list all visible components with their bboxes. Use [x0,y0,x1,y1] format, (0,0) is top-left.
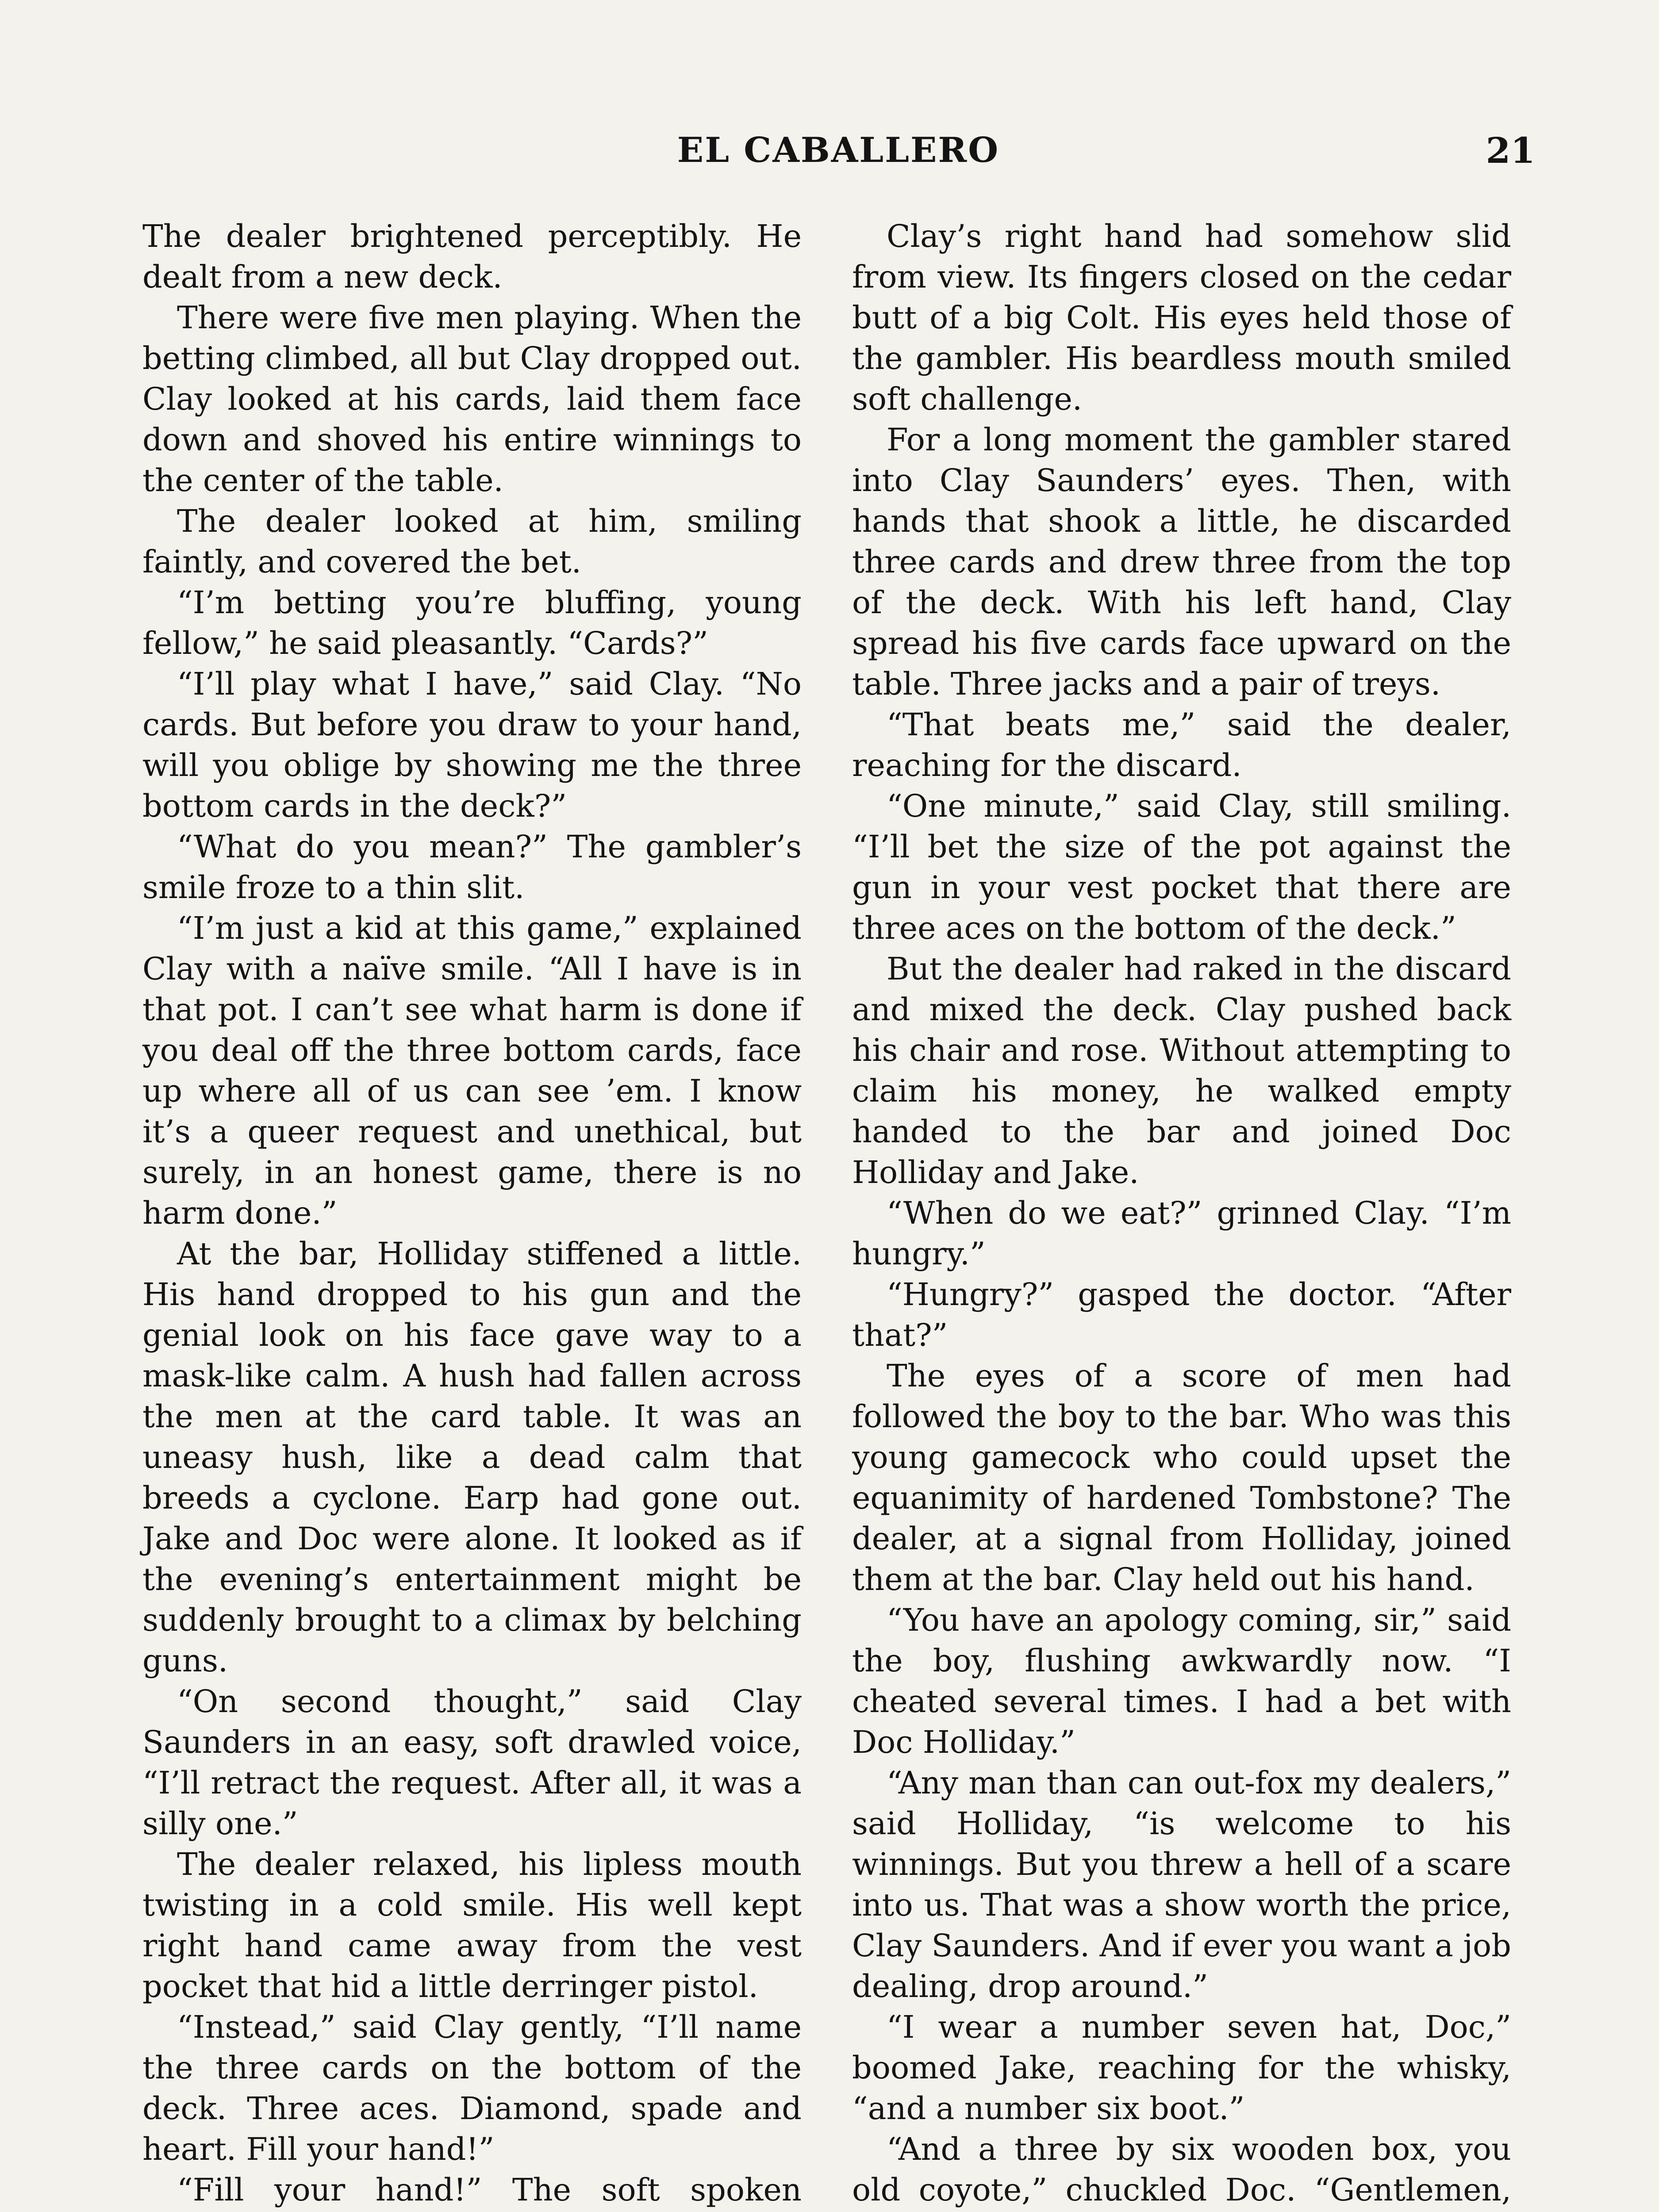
running-title: EL CABALLERO [677,130,1000,170]
paragraph: Clay’s right hand had somehow slid from view. Its fingers closed on the cedar butt of a big Colt. His eyes held those of the gambler. His beardless mouth smiled soft challenge. [852,218,1511,417]
paragraph: The dealer brightened perceptibly. He dealt from a new deck. [142,218,802,295]
paragraph: “Fill your hand!” The soft spoken [177,2172,802,2208]
text-column-left [142,216,802,2212]
running-head [142,126,1535,175]
text-column-right [852,216,1511,2212]
paragraph: “On second thought,” said Clay Saunders in an easy, soft drawled voice, “I’ll retract the request. After all, it was a silly one.” [142,1683,802,1842]
paragraph: “That beats me,” said the dealer, reaching for the discard. [852,707,1511,783]
paragraph: But the dealer had raked in the discard and mixed the deck. Clay pushed back his chair and rose. Without attempting to claim his money, he walked empty handed to the bar and joined Doc Holliday and Jake. [852,951,1511,1190]
paragraph: At the bar, Holliday stiffened a little. His hand dropped to his gun and the genial look on his face gave way to a mask-like calm. A hush had fallen across the men at the card table. It was an uneasy hush, like a dead calm that breeds a cyclone. Earp had gone out. Jake and Doc were alone. It looked as if the evening’s entertainment might be suddenly brought to a climax by belching guns. [142,1236,802,1679]
paragraph: “I’m just a kid at this game,” explained Clay with a naïve smile. “All I have is in that pot. I can’t see what harm is done if you deal off the three bottom cards, face up where all of us can see ’em. I know it’s a queer request and unethical, but surely, in an honest game, there is no harm done.” [142,910,802,1231]
paragraph: “I wear a number seven hat, Doc,” boomed Jake, reaching for the whisky, “and a number six boot.” [852,2009,1511,2127]
paragraph: “I’ll play what I have,” said Clay. “No cards. But before you draw to your hand, will you oblige by showing me the three bottom cards in the deck?” [142,666,802,824]
paragraph: “Hungry?” gasped the doctor. “After that?” [852,1276,1511,1353]
paragraph: The eyes of a score of men had followed the boy to the bar. Who was this young gamecock who could upset the equanimity of hardened Tombstone? The dealer, at a signal from Holliday, joined them at the bar. Clay held out his hand. [852,1358,1511,1598]
paragraph: For a long moment the gambler stared into Clay Saunders’ eyes. Then, with hands that shook a little, he discarded three cards and drew three from the top of the deck. With his left hand, Clay spread his five cards face upward on the table. Three jacks and a pair of treys. [852,422,1511,702]
paragraph: There were five men playing. When the betting climbed, all but Clay dropped out. Clay looked at his cards, laid them face down and shoved his entire winnings to the center of the table. [142,300,802,499]
paragraph: “You have an apology coming, sir,” said the boy, flushing awkwardly now. “I cheated several times. I had a bet with Doc Holliday.” [852,1602,1511,1760]
paragraph: “Any man than can out-fox my dealers,” said Holliday, “is welcome to his winnings. But you threw a hell of a scare into us. That was a show worth the price, Clay Saunders. And if ever you want a job dealing, drop around.” [852,1765,1511,2005]
paragraph: “One minute,” said Clay, still smiling. “I’ll bet the size of the pot against the gun in your vest pocket that there are three aces on the bottom of the deck.” [852,788,1511,946]
page-number: 21 [1486,130,1535,171]
paragraph: “When do we eat?” grinned Clay. “I’m hungry.” [852,1195,1511,1272]
paragraph: “And a three by six wooden box, you old coyote,” chuckled Doc. “Gentlemen, [852,2131,1511,2208]
paragraph: The dealer looked at him, smiling faintly, and covered the bet. [142,503,802,580]
paragraph: “I’m betting you’re bluffing, young fellow,” he said pleasantly. “Cards?” [142,584,802,661]
paragraph: “What do you mean?” The gambler’s smile froze to a thin slit. [142,829,802,906]
paragraph: The dealer relaxed, his lipless mouth twisting in a cold smile. His well kept right hand came away from the vest pocket that hid a little derringer pistol. [142,1846,802,2005]
paragraph: “Instead,” said Clay gently, “I’ll name the three cards on the bottom of the deck. Three aces. Diamond, spade and heart. Fill your hand!” [142,2009,802,2167]
